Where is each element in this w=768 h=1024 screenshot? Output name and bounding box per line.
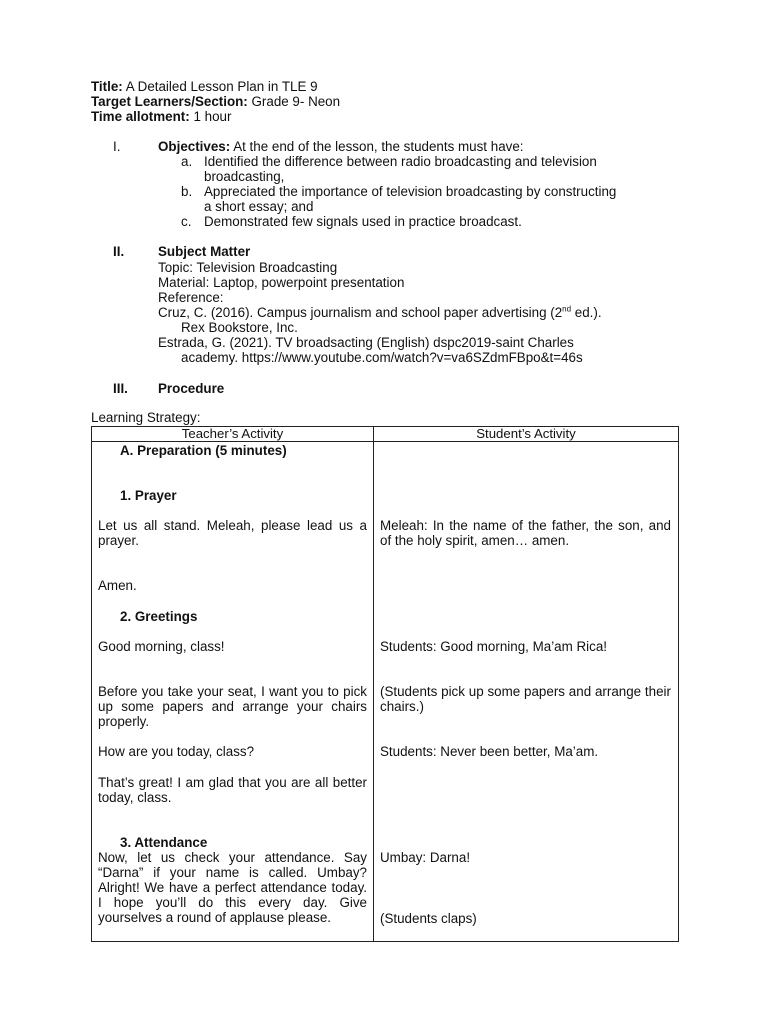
table-header-row [92, 427, 679, 442]
reference-1-line1 [158, 305, 602, 320]
teacher-seat-text: Before you take your seat, I want you to pick up some papers and arrange your chairs properly. [98, 684, 367, 729]
title-line [91, 79, 318, 94]
reference-label: Reference: [158, 290, 224, 305]
target-learners-value: Grade 9- Neon [251, 94, 341, 109]
objectives-intro: At the end of the lesson, the students must have: [233, 139, 524, 154]
student-activity-header: Student’s Activity [374, 427, 679, 442]
reference-1-text: Cruz, C. (2016). Campus journalism and school paper advertising (2 [158, 305, 563, 320]
reference-1-line2: Rex Bookstore, Inc. [181, 320, 298, 335]
student-how-response: Students: Never been better, Ma’am. [380, 744, 599, 759]
objective-a-line2: broadcasting, [204, 169, 285, 184]
student-clap-response: (Students claps) [380, 911, 477, 926]
objectives-numeral: I. [113, 139, 121, 154]
topic-line: Topic: Television Broadcasting [158, 260, 338, 275]
table-body-row [92, 442, 679, 942]
student-attendance-response: Umbay: Darna! [380, 850, 471, 865]
learning-strategy-label: Learning Strategy: [91, 410, 201, 425]
time-allotment-line [91, 109, 231, 124]
objective-b-line1: Appreciated the importance of television broadcasting by constructing [204, 184, 617, 199]
target-learners-label: Target Learners/Section: [91, 94, 248, 109]
teacher-how-text: How are you today, class? [98, 744, 255, 759]
objective-b-line2: a short essay; and [204, 199, 314, 214]
time-allotment-value: 1 hour [193, 109, 232, 124]
objective-letter-a: a. [181, 154, 193, 169]
student-prayer-response: Meleah: In the name of the father, the son, and of the holy spirit, amen… amen. [380, 518, 671, 548]
student-activity-cell [374, 442, 679, 942]
teacher-activity-header: Teacher’s Activity [92, 427, 374, 442]
procedure-numeral: III. [113, 381, 128, 396]
preparation-heading: A. Preparation (5 minutes) [120, 443, 287, 458]
activity-table [91, 426, 679, 942]
objective-letter-b: b. [181, 184, 193, 199]
student-seat-response: (Students pick up some papers and arrange their chairs.) [380, 684, 671, 714]
reference-1-sup: nd [562, 304, 572, 314]
greetings-heading: 2. Greetings [120, 609, 198, 624]
objectives-heading [158, 139, 524, 154]
time-allotment-label: Time allotment: [91, 109, 190, 124]
reference-1-text-end: ed.). [571, 305, 602, 320]
reference-2-line2: academy. https://www.youtube.com/watch?v=va6SZdmFBpo&t=46s [181, 350, 583, 365]
reference-2-line1: Estrada, G. (2021). TV broadsacting (English) dspc2019-saint Charles [158, 335, 574, 350]
objectives-label: Objectives: [158, 139, 231, 154]
attendance-heading: 3. Attendance [120, 835, 208, 850]
teacher-amen-text: Amen. [98, 578, 137, 593]
title-value: A Detailed Lesson Plan in TLE 9 [125, 79, 318, 94]
title-label: Title: [91, 79, 123, 94]
teacher-greeting-text: Good morning, class! [98, 639, 225, 654]
teacher-attendance-text: Now, let us check your attendance. Say “Darna” if your name is called. Umbay? Alright! We have a perfect attendance today. I hope you’ll do this every day. Give yourselves a round of applause please. [98, 850, 367, 925]
subject-matter-numeral: II. [113, 244, 125, 259]
material-line: Material: Laptop, powerpoint presentation [158, 275, 405, 290]
teacher-activity-cell [92, 442, 374, 942]
objective-letter-c: c. [181, 214, 192, 229]
subject-matter-heading: Subject Matter [158, 244, 251, 259]
prayer-heading: 1. Prayer [120, 488, 177, 503]
procedure-heading: Procedure [158, 381, 225, 396]
student-greeting-response: Students: Good morning, Ma’am Rica! [380, 639, 608, 654]
teacher-prayer-text: Let us all stand. Meleah, please lead us a prayer. [98, 518, 367, 548]
objective-c-line1: Demonstrated few signals used in practice broadcast. [204, 214, 522, 229]
teacher-great-text: That’s great! I am glad that you are all better today, class. [98, 775, 367, 805]
target-learners-line [91, 94, 340, 109]
objective-a-line1: Identified the difference between radio broadcasting and television [204, 154, 597, 169]
